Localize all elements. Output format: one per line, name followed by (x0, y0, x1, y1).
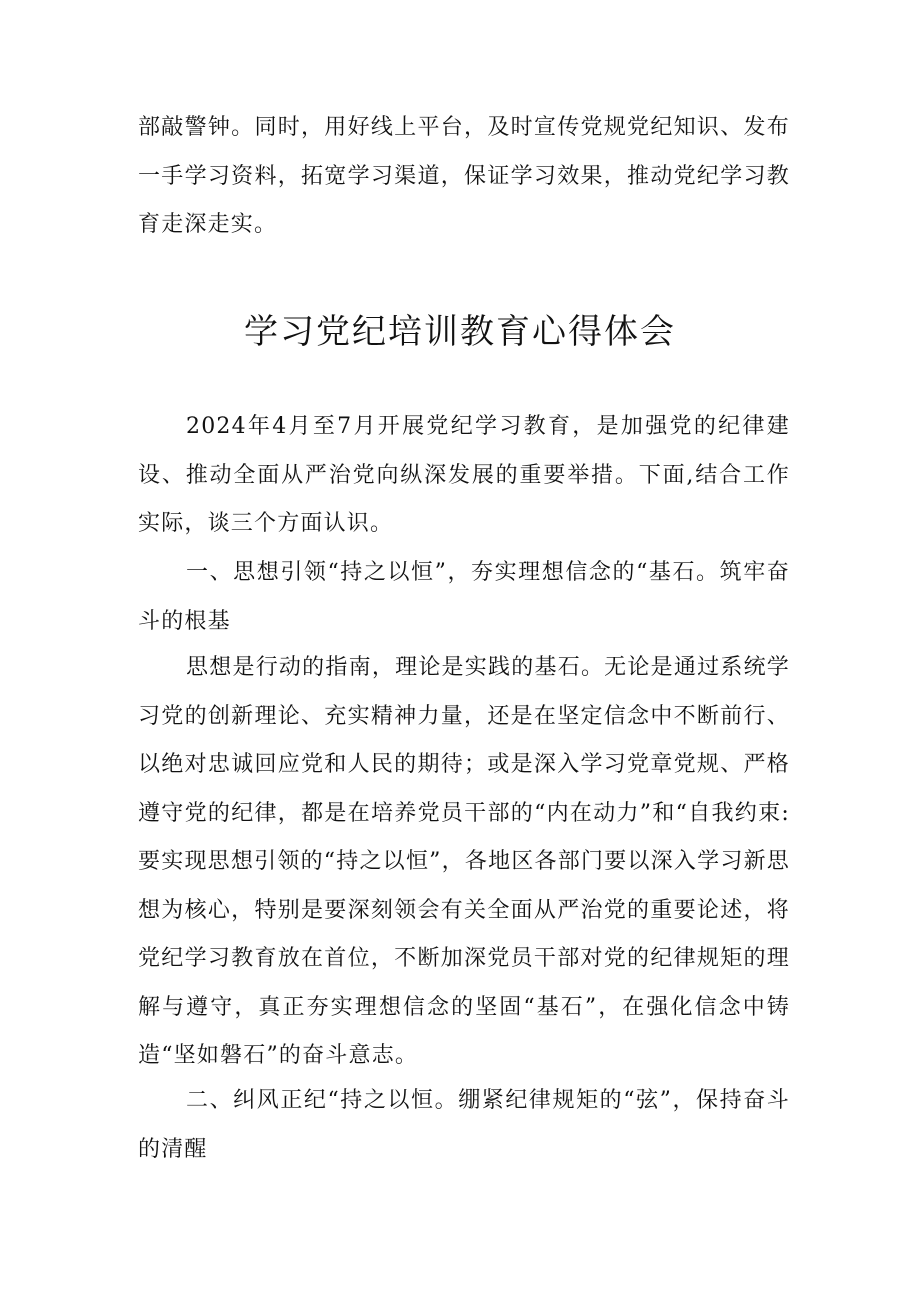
continuation-paragraph: 部敲警钟。同时，用好线上平台，及时宣传党规党纪知识、发布一手学习资料，拓宽学习渠道，保证学习效果，推动党纪学习教育走深走实。 (138, 115, 790, 237)
section-heading-2: 二、纠风正纪“持之以恒。绷紧纪律规矩的“弦”，保持奋斗的清醒 (138, 1088, 790, 1162)
body-paragraph: 思想是行动的指南，理论是实践的基石。无论是通过系统学习党的创新理论、充实精神力量，还是在坚定信念中不断前行、以绝对忠诚回应党和人民的期待；或是深入学习党章党规、严格遵守党的纪律，都是在培养党员干部的“内在动力”和“自我约束:要实现思想引领的“持之以恒”，各地区各部门要以深入学习新思想为核心，特别是要深刻领会有关全面从严治党的重要论述，将党纪学习教育放在首位，不断加深党员干部对党的纪律规矩的理解与遵守，真正夯实理想信念的坚固“基石”，在强化信念中铸造“坚如磐石”的奋斗意志。 (138, 655, 790, 1068)
intro-paragraph: 2024年4月至7月开展党纪学习教育，是加强党的纪律建设、推动全面从严治党向纵深发展的重要举措。下面,结合工作实际，谈三个方面认识。 (138, 414, 790, 536)
page-title: 学习党纪培训教育心得体会 (244, 312, 676, 352)
section-heading-1: 一、思想引领“持之以恒”，夯实理想信念的“基石。筑牢奋斗的根基 (138, 560, 790, 634)
